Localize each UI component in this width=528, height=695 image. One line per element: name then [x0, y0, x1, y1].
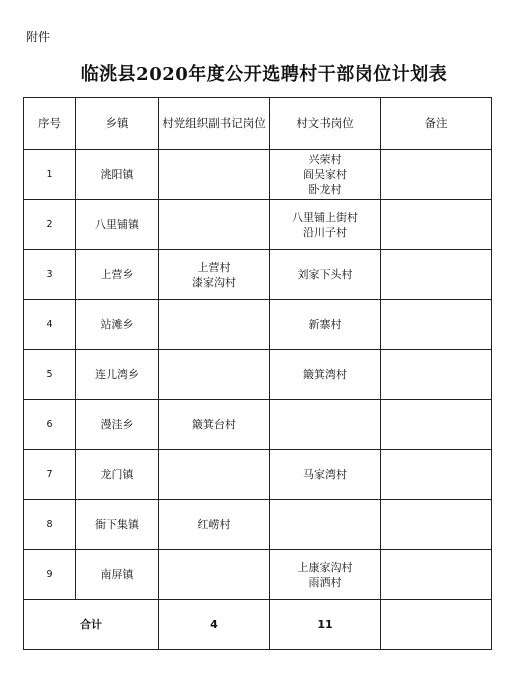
- village-name: 沿川子村: [303, 225, 347, 239]
- row-deputy-secretary: [159, 300, 270, 350]
- row-seq: 9: [24, 550, 76, 600]
- row-clerk: [270, 150, 381, 200]
- table-header-row: [24, 98, 492, 150]
- table-row: [24, 500, 492, 550]
- row-seq: 7: [24, 450, 76, 500]
- row-clerk: [270, 350, 381, 400]
- village-name: 簸箕湾村: [303, 368, 347, 381]
- row-town: 连儿湾乡: [76, 350, 159, 400]
- row-deputy-secretary: [159, 150, 270, 200]
- row-seq: 6: [24, 400, 76, 450]
- total-clerk: 11: [270, 600, 381, 650]
- row-seq: 3: [24, 250, 76, 300]
- row-deputy-secretary: [159, 400, 270, 450]
- header-clerk: 村文书岗位: [270, 98, 381, 150]
- row-deputy-secretary: [159, 550, 270, 600]
- row-town: 上营乡: [76, 250, 159, 300]
- row-remark: [381, 250, 492, 300]
- attachment-label: 附件: [26, 30, 51, 44]
- village-name: 阎吴家村: [303, 168, 347, 181]
- village-name: 上营村: [197, 260, 231, 274]
- row-clerk: [270, 400, 381, 450]
- row-remark: [381, 300, 492, 350]
- row-deputy-secretary: [159, 250, 270, 300]
- row-remark: [381, 150, 492, 200]
- row-clerk: [270, 500, 381, 550]
- village-name: 雨洒村: [308, 575, 342, 589]
- table-row: [24, 400, 492, 450]
- position-plan-table: [23, 97, 492, 650]
- village-name: 上康家沟村: [297, 560, 353, 574]
- row-remark: [381, 400, 492, 450]
- header-seq: 序号: [24, 98, 76, 150]
- row-remark: [381, 450, 492, 500]
- table-row: [24, 550, 492, 600]
- total-deputy-secretary: 4: [159, 600, 270, 650]
- table-row: [24, 250, 492, 300]
- table-row: [24, 150, 492, 200]
- village-name: 兴荣村: [308, 153, 342, 166]
- row-clerk: [270, 200, 381, 250]
- row-town: 衙下集镇: [76, 500, 159, 550]
- table-row: [24, 200, 492, 250]
- row-town: 漫洼乡: [76, 400, 159, 450]
- row-seq: 1: [24, 150, 76, 200]
- row-clerk: [270, 300, 381, 350]
- row-deputy-secretary: [159, 200, 270, 250]
- row-clerk: [270, 250, 381, 300]
- village-name: 新寨村: [308, 318, 342, 331]
- village-name: 八里铺上街村: [292, 210, 358, 224]
- village-name: 簸箕台村: [192, 418, 236, 431]
- row-deputy-secretary: [159, 350, 270, 400]
- table-row: [24, 450, 492, 500]
- village-name: 刘家下头村: [297, 268, 353, 281]
- row-remark: [381, 500, 492, 550]
- village-name: 马家湾村: [303, 468, 347, 481]
- total-label: 合计: [24, 600, 159, 650]
- row-town: 洮阳镇: [76, 150, 159, 200]
- row-seq: 5: [24, 350, 76, 400]
- row-town: 八里铺镇: [76, 200, 159, 250]
- header-deputy-secretary: 村党组织副书记岗位: [159, 98, 270, 150]
- total-remark: [381, 600, 492, 650]
- table-body: [24, 150, 492, 600]
- row-clerk: [270, 550, 381, 600]
- row-remark: [381, 550, 492, 600]
- village-name: 漆家沟村: [192, 275, 236, 289]
- row-seq: 4: [24, 300, 76, 350]
- row-remark: [381, 350, 492, 400]
- village-name: 卧龙村: [308, 183, 342, 196]
- total-row: [24, 600, 492, 650]
- document-title: 临洮县2020年度公开选聘村干部岗位计划表: [80, 64, 448, 85]
- row-remark: [381, 200, 492, 250]
- header-town: 乡镇: [76, 98, 159, 150]
- table-row: [24, 350, 492, 400]
- row-town: 南屏镇: [76, 550, 159, 600]
- row-seq: 2: [24, 200, 76, 250]
- table-row: [24, 300, 492, 350]
- village-name: 红崂村: [197, 518, 231, 531]
- row-deputy-secretary: [159, 450, 270, 500]
- row-clerk: [270, 450, 381, 500]
- row-deputy-secretary: [159, 500, 270, 550]
- row-town: 站滩乡: [76, 300, 159, 350]
- row-town: 龙门镇: [76, 450, 159, 500]
- row-seq: 8: [24, 500, 76, 550]
- header-remark: 备注: [381, 98, 492, 150]
